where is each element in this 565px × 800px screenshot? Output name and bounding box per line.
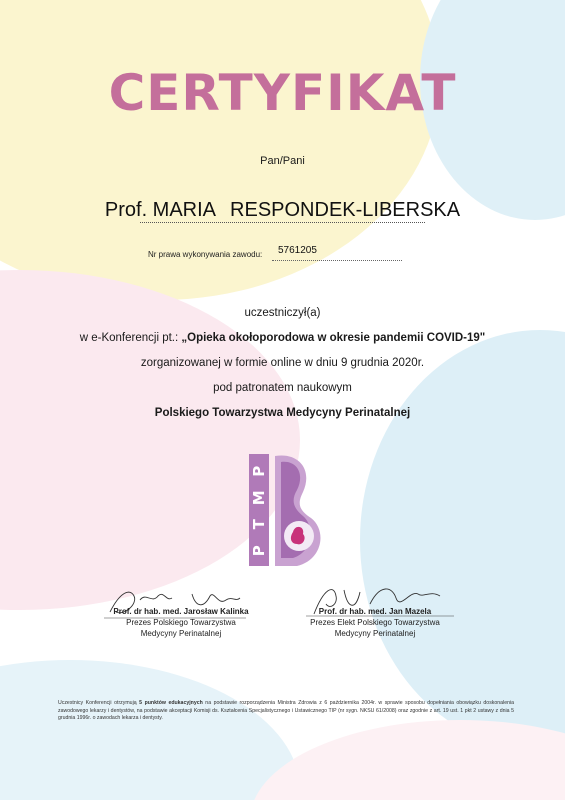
logo-letter-2: T: [250, 519, 268, 530]
license-number: 5761205: [278, 245, 317, 256]
participated-text: uczestniczył(a): [244, 307, 321, 319]
society-name: Polskiego Towarzystwa Medycyny Perinatalnej: [154, 407, 411, 419]
signatory-left: [96, 606, 266, 639]
logo-letter-3: M: [250, 490, 268, 506]
certificate-title: CERTYFIKAT: [108, 64, 457, 122]
conference-line: [0, 332, 565, 344]
signatory-right-role-1: Prezes Elekt Polskiego Towarzystwa: [310, 618, 440, 627]
salutation: Pan/Pani: [260, 155, 305, 167]
license-dotted-line: [272, 260, 402, 261]
recipient-name: [0, 199, 565, 222]
footnote: [58, 700, 514, 723]
signatory-left-role-1: Prezes Polskiego Towarzystwa: [126, 618, 236, 627]
recipient-last-name: RESPONDEK-LIBERSKA: [230, 199, 461, 221]
logo-letter-1: P: [250, 545, 268, 557]
signatory-right: [290, 606, 460, 639]
logo-letter-4: P: [250, 465, 268, 477]
footnote-text-after: na podstawie rozporządzenia Ministra Zdrowia z 6 października 2004r. w sprawie sposobu dopełniania obowiązku doskonalenia zawodowego lekarzy i dentystów, na podstawie akceptacji Komisji ds. Kształcenia Specjalistycznego i Ustawicznego TIP (nr sygn. NKSU 61/2008) oraz zgodnie z art. 19 ust. 1 pkt 2 ustawy z dnia 5 grudnia 1996r. o zawodach lekarza i dentysty.: [58, 700, 514, 721]
signatory-left-name: Prof. dr hab. med. Jarosław Kalinka: [113, 607, 249, 616]
footnote-text-before: Uczestnicy Konferencji otrzymują: [58, 700, 140, 706]
organized-text: zorganizowanej w formie online w dniu 9 grudnia 2020r.: [140, 357, 425, 369]
patronage-text: pod patronatem naukowym: [213, 382, 352, 394]
conference-title: „Opieka okołoporodowa w okresie pandemii COVID-19": [181, 332, 486, 344]
conference-prefix: w e-Konferencji pt.:: [79, 332, 182, 344]
signatory-right-name: Prof. dr hab. med. Jan Mazela: [318, 607, 432, 616]
ptmp-logo: [241, 452, 331, 570]
license-label: Nr prawa wykonywania zawodu:: [148, 250, 263, 259]
signatory-right-role-2: Medycyny Perinatalnej: [334, 629, 416, 638]
signatory-left-role-2: Medycyny Perinatalnej: [140, 629, 222, 638]
name-dotted-line: [140, 222, 425, 223]
recipient-first-name: Prof. MARIA: [104, 199, 217, 221]
footnote-points: 5 punktów edukacyjnych: [139, 700, 203, 706]
